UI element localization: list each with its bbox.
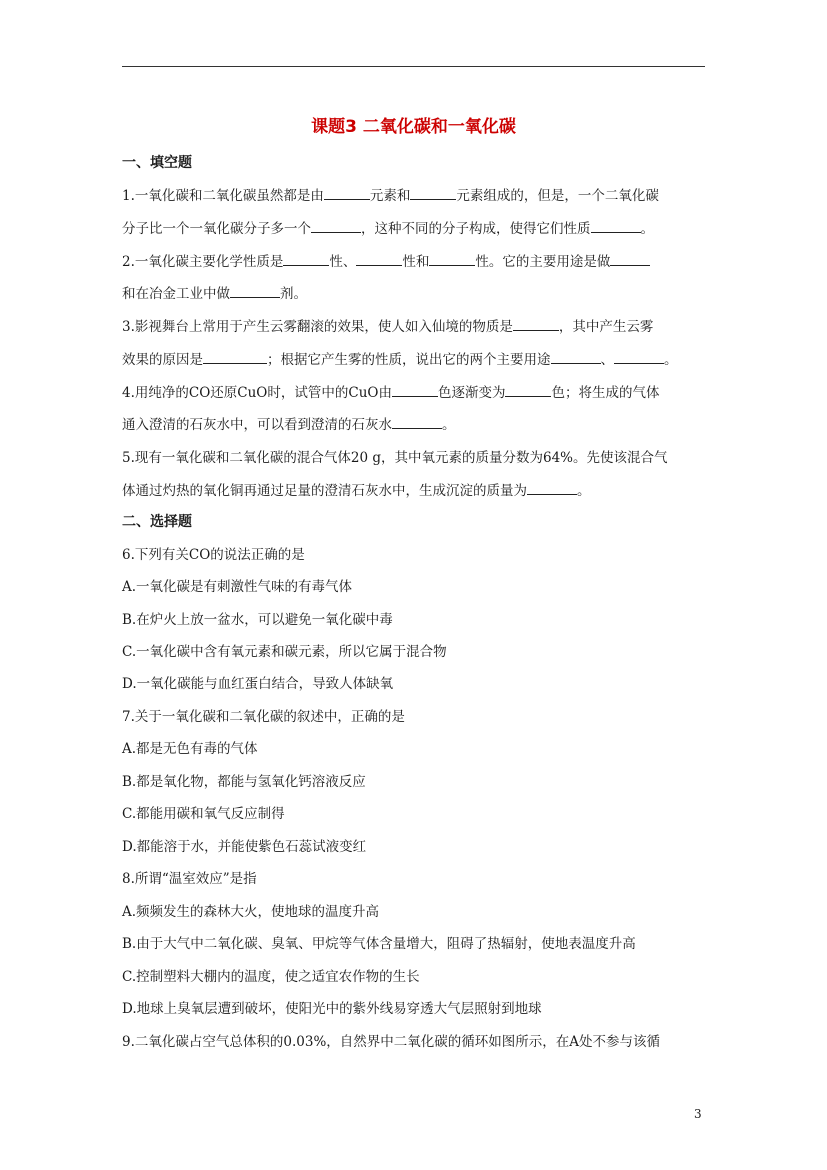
q6-option-c: C.一氧化碳中含有氧元素和碳元素，所以它属于混合物 (122, 644, 447, 660)
section-heading-fill-in: 一、填空题 (122, 155, 192, 171)
answer-blank[interactable] (551, 349, 601, 364)
q3-line2: 效果的原因是 ；根据它产生雾的性质，说出它的两个主要用途 、 。 (122, 348, 678, 368)
page-title: 课题3 二氧化碳和一氧化碳 (311, 117, 516, 137)
page-number: 3 (694, 1107, 702, 1121)
header-rule (122, 66, 705, 67)
q3-line1: 3.影视舞台上常用于产生云雾翻滚的效果，使人如入仙境的物质是 ，其中产生云雾 (122, 315, 653, 335)
answer-blank[interactable] (610, 251, 650, 266)
q2-line2: 和在冶金工业中做 剂。 (122, 282, 307, 302)
q8-stem: 8.所谓“温室效应”是指 (122, 871, 257, 887)
answer-blank[interactable] (429, 251, 475, 266)
q5-line1: 5.现有一氧化碳和二氧化碳的混合气体20 g，其中氧元素的质量分数为64%。先使该混合气 (122, 450, 668, 466)
q4-line2: 通入澄清的石灰水中，可以看到澄清的石灰水 。 (122, 413, 456, 433)
q2-line1: 2.一氧化碳主要化学性质是 性、 性和 性。它的主要用途是做 (122, 250, 650, 270)
q7-option-a: A.都是无色有毒的气体 (122, 741, 258, 757)
q6-option-d: D.一氧化碳能与血红蛋白结合，导致人体缺氧 (122, 676, 394, 692)
answer-blank[interactable] (283, 251, 329, 266)
answer-blank[interactable] (505, 382, 551, 397)
answer-blank[interactable] (614, 349, 664, 364)
answer-blank[interactable] (324, 185, 370, 200)
q6-stem: 6.下列有关CO的说法正确的是 (122, 547, 305, 563)
q7-option-b: B.都是氧化物，都能与氢氧化钙溶液反应 (122, 774, 366, 790)
q9-stem: 9.二氧化碳占空气总体积的0.03%，自然界中二氧化碳的循环如图所示，在A处不参与该循 (122, 1034, 661, 1050)
q8-option-b: B.由于大气中二氧化碳、臭氧、甲烷等气体含量增大，阻碍了热辐射，使地表温度升高 (122, 936, 636, 952)
answer-blank[interactable] (392, 382, 438, 397)
q7-stem: 7.关于一氧化碳和二氧化碳的叙述中，正确的是 (122, 709, 405, 725)
answer-blank[interactable] (203, 349, 267, 364)
section-heading-multiple-choice: 二、选择题 (122, 514, 192, 530)
answer-blank[interactable] (392, 414, 442, 429)
answer-blank[interactable] (311, 218, 361, 233)
answer-blank[interactable] (356, 251, 402, 266)
answer-blank[interactable] (591, 218, 641, 233)
q8-option-a: A.频频发生的森林大火，使地球的温度升高 (122, 904, 380, 920)
answer-blank[interactable] (527, 480, 577, 495)
q1-line2: 分子比一个一氧化碳分子多一个 ，这种不同的分子构成，使得它们性质 。 (122, 217, 654, 237)
answer-blank[interactable] (410, 185, 456, 200)
q8-option-c: C.控制塑料大棚内的温度，使之适宜农作物的生长 (122, 969, 420, 985)
q7-option-d: D.都能溶于水，并能使紫色石蕊试液变红 (122, 839, 367, 855)
q4-line1: 4.用纯净的CO还原CuO时，试管中的CuO由 色逐渐变为 色；将生成的气体 (122, 381, 659, 401)
q5-line2: 体通过灼热的氧化铜再通过足量的澄清石灰水中，生成沉淀的质量为 。 (122, 479, 591, 499)
q1-line1: 1.一氧化碳和二氧化碳虽然都是由 元素和 元素组成的，但是，一个二氧化碳 (122, 184, 659, 204)
q8-option-d: D.地球上臭氧层遭到破坏，使阳光中的紫外线易穿透大气层照射到地球 (122, 1001, 542, 1017)
q6-option-b: B.在炉火上放一盆水，可以避免一氧化碳中毒 (122, 612, 393, 628)
answer-blank[interactable] (513, 316, 559, 331)
q7-option-c: C.都能用碳和氧气反应制得 (122, 806, 285, 822)
q6-option-a: A.一氧化碳是有刺激性气味的有毒气体 (122, 579, 353, 595)
answer-blank[interactable] (230, 283, 280, 298)
